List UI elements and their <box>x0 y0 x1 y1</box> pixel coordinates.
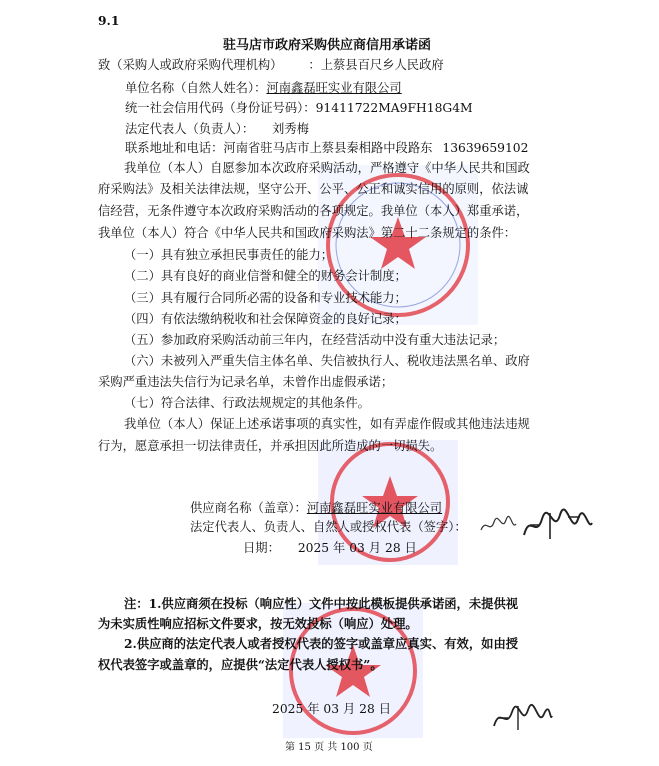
to-label: 致（采购人或政府采购代理机构） <box>98 58 283 72</box>
unit-label: 单位名称（自然人姓名）： <box>125 81 267 95</box>
page-footer: 第 15 页 共 100 页 <box>285 742 373 753</box>
section-number: 9.1 <box>98 13 120 28</box>
date-line <box>243 540 417 556</box>
representative-line: 法定代表人、负责人、自然人或授权代表（签字）： <box>190 520 467 534</box>
to-line <box>98 57 444 73</box>
condition-item: （二）具有良好的商业信誉和健全的财务会计制度； <box>124 269 407 283</box>
supplier-value: 河南鑫磊旺实业有限公司 <box>306 501 443 515</box>
condition-item: 采购严重违法失信行为记录名单，未曾作出虚假承诺； <box>98 375 394 389</box>
note-line: 注：1.供应商须在投标（响应性）文件中按此模板提供承诺函，未提供视 <box>124 596 519 611</box>
document-title: 驻马店市政府采购供应商信用承诺函 <box>223 38 432 53</box>
guarantee-line: 行为，愿意承担一切法律责任，并承担因此所造成的一切损失。 <box>98 439 443 453</box>
credit-label: 统一社会信用代码（身份证号码）： <box>125 101 316 115</box>
to-value: ：上蔡县百尺乡人民政府 <box>308 58 444 72</box>
phone-value: 13639659102 <box>442 141 529 155</box>
body-line: 信经营，无条件遵守本次政府采购活动的各项规定。我单位（本人）郑重承诺， <box>98 204 529 218</box>
bottom-date: 2025 年 03 月 28 日 <box>272 702 392 716</box>
signature-small <box>478 512 518 538</box>
condition-item: （一）具有独立承担民事责任的能力； <box>124 248 334 262</box>
unit-line <box>125 80 402 96</box>
body-line: 府采购法》及相关法律法规，坚守公开、公平、公正和诚实信用的原则，依法诚 <box>98 182 529 196</box>
credit-line <box>125 100 473 116</box>
condition-item: （六）未被列入严重失信主体名单、失信被执行人、税收违法黑名单、政府 <box>124 354 530 368</box>
date-value: 2025 年 03 月 28 日 <box>297 541 417 555</box>
address-line <box>125 140 528 156</box>
signature-large <box>520 505 595 545</box>
condition-item: （七）符合法律、行政法规规定的其他条件。 <box>124 396 370 410</box>
guarantee-line: 我单位（本人）保证上述承诺事项的真实性，如有弄虚作假或其他违法违规 <box>124 417 530 431</box>
note-line: 为未实质性响应招标文件要求，按无效投标（响应）处理。 <box>98 616 418 631</box>
legal-line <box>125 121 309 137</box>
condition-item: （四）有依法缴纳税收和社会保障资金的良好记录； <box>124 312 407 326</box>
note-line: 权代表签字或盖章的，应提供“法定代表人授权书”。 <box>98 657 383 672</box>
legal-value: 刘秀梅 <box>272 122 309 136</box>
signature-bottom <box>490 700 555 735</box>
condition-item: （三）具有履行合同所必需的设备和专业技术能力； <box>124 291 407 305</box>
supplier-line <box>190 500 442 516</box>
address-value: 河南省驻马店市上蔡县秦相路中段路东 <box>223 141 433 155</box>
condition-item: （五）参加政府采购活动前三年内，在经营活动中没有重大违法记录； <box>124 333 506 347</box>
date-label: 日期： <box>243 541 280 555</box>
supplier-label: 供应商名称（盖章）： <box>190 501 307 515</box>
address-label: 联系地址和电话： <box>125 141 224 155</box>
legal-label: 法定代表人（负责人）： <box>125 122 255 136</box>
credit-value: 91411722MA9FH18G4M <box>315 101 473 115</box>
unit-value: 河南鑫磊旺实业有限公司 <box>266 81 402 95</box>
note-line: 2.供应商的法定代表人或者授权代表的签字或盖章应真实、有效，如由授 <box>124 636 519 651</box>
body-line: 我单位（本人）自愿参加本次政府采购活动，严格遵守《中华人民共和国政 <box>124 161 530 175</box>
body-line: 我单位（本人）符合《中华人民共和国政府采购法》第二十二条规定的条件： <box>98 226 517 240</box>
